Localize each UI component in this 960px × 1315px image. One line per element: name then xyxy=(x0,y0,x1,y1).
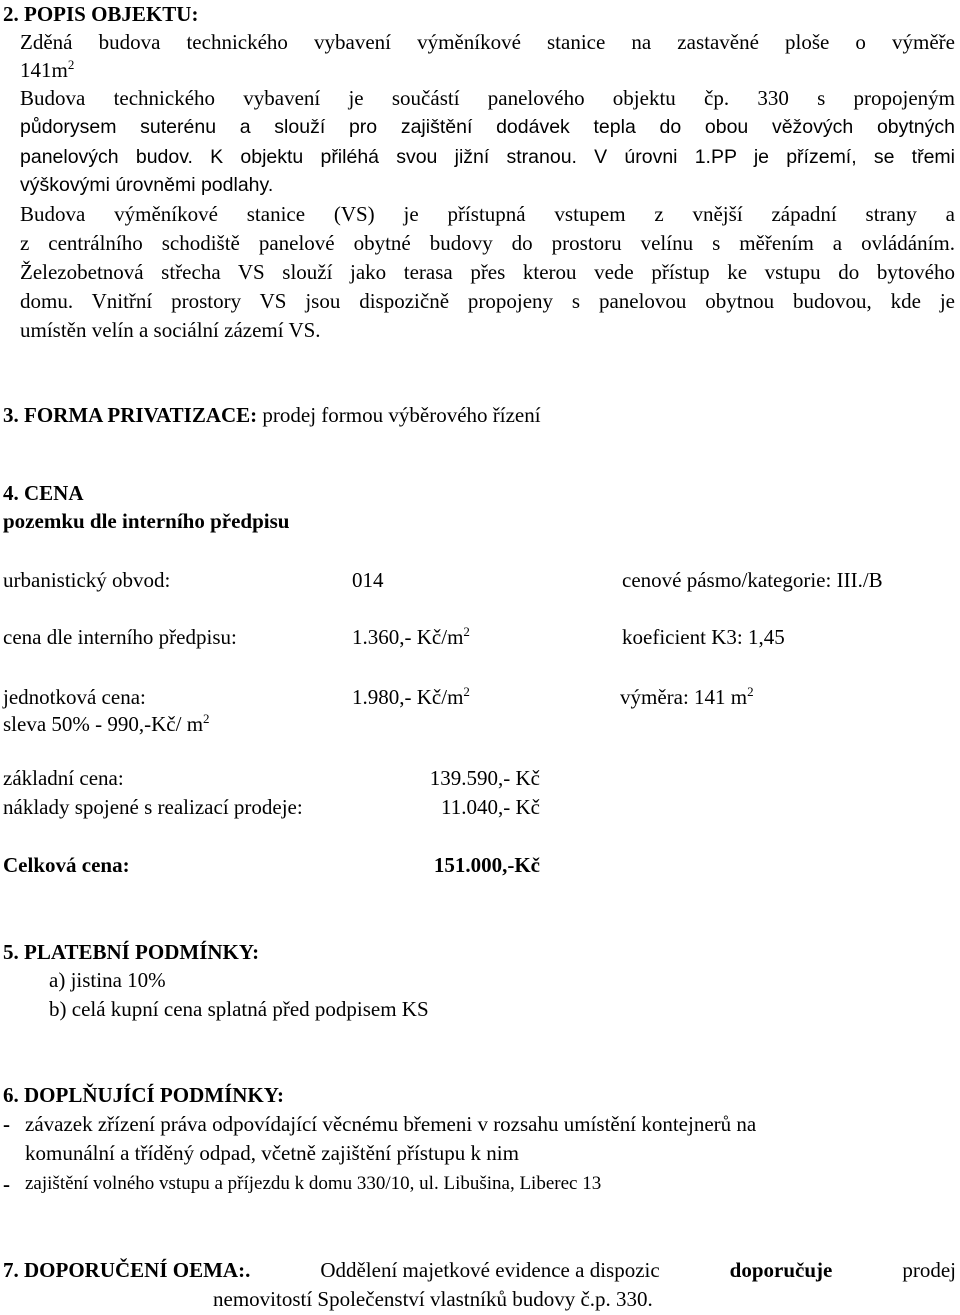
paragraph-line: výškovými úrovněmi podlahy. xyxy=(20,174,274,196)
payment-term-a: a) jistina 10% xyxy=(49,968,166,992)
cena-value: 1.360,- $Kč/m^2$ xyxy=(352,624,470,649)
paragraph-line: půdorysem suterénu a slouží pro zajištění dodávek tepla do obou věžových obytných xyxy=(20,116,955,138)
zakladni-label: základní cena: xyxy=(3,766,124,790)
obvod-label: urbanistický obvod: xyxy=(3,568,171,592)
section-2-heading: 2. POPIS OBJEKTU: xyxy=(3,2,199,26)
section-5-heading: 5. PLATEBNÍ PODMÍNKY: xyxy=(3,940,260,964)
paragraph-line: $141m^2$ xyxy=(20,57,75,82)
bullet: - xyxy=(3,1112,10,1136)
payment-term-b: b) celá kupní cena splatná před podpisem KS xyxy=(49,997,429,1021)
zakladni-value: 139.590,- Kč xyxy=(429,766,540,790)
jednotkova-label: jednotková cena: xyxy=(3,685,146,709)
celkova-value: 151.000,-Kč xyxy=(433,853,540,877)
section-3 xyxy=(3,401,541,429)
naklady-label: náklady spojené s realizací prodeje: xyxy=(3,795,303,819)
paragraph-line: Zděná budova technického vybavení výměníkové stanice na zastavěné ploše o výměře xyxy=(20,30,955,54)
section-4-heading: 4. CENA xyxy=(3,481,84,505)
koeficient: koeficient K3: 1,45 xyxy=(622,625,785,649)
cenove-pasmo: cenové pásmo/kategorie: III./B xyxy=(622,568,883,592)
paragraph-line: Budova výměníkové stanice (VS) je přístupná vstupem z vnější západní strany a xyxy=(20,202,955,226)
paragraph-line: panelových budov. K objektu přiléhá svou jižní stranou. V úrovni 1.PP je přízemí, se třemi xyxy=(20,146,955,168)
sleva: sleva 50% - 990,-Kč/ $m^2$ xyxy=(3,711,210,736)
jednotkova-value: 1.980,- $Kč/m^2$ xyxy=(352,684,470,709)
section-7-line-1: 7. DOPORUČENÍ OEMA:. Oddělení majetkové evidence a dispozic doporučuje prodej xyxy=(3,1258,956,1282)
section-3-heading: 3. FORMA PRIVATIZACE: xyxy=(3,403,258,427)
condition-2: zajištění volného vstupu a příjezdu k domu 330/10, ul. Libušina, Liberec 13 xyxy=(25,1173,602,1194)
section-3-text: prodej formou výběrového řízení xyxy=(262,403,541,427)
section-7-line-2: nemovitostí Společenství vlastníků budovy č.p. 330. xyxy=(213,1287,653,1311)
section-7-heading: 7. DOPORUČENÍ OEMA:. xyxy=(3,1258,251,1282)
paragraph-line: Železobetnová střecha VS slouží jako terasa přes kterou vede přístup ke vstupu do bytového xyxy=(20,260,955,284)
condition-1-line-1: závazek zřízení práva odpovídající věcnému břemeni v rozsahu umístění kontejnerů na xyxy=(25,1112,757,1136)
section-6-heading: 6. DOPLŇUJÍCÍ PODMÍNKY: xyxy=(3,1083,284,1107)
paragraph-line: domu. Vnitřní prostory VS jsou dispozičně propojeny s panelovou obytnou budovou, kde je xyxy=(20,289,955,313)
celkova-label: Celková cena: xyxy=(3,853,130,877)
condition-1-line-2: komunální a tříděný odpad, včetně zajištění přístupu k nim xyxy=(25,1141,519,1165)
obvod-value: 014 xyxy=(352,568,384,592)
naklady-value: 11.040,- Kč xyxy=(441,795,540,819)
vymera: výměra: 141 $m^2$ xyxy=(620,684,754,709)
paragraph-line: umístěn velín a sociální zázemí VS. xyxy=(20,318,321,342)
bullet: - xyxy=(3,1172,10,1196)
section-4-subheading: pozemku dle interního předpisu xyxy=(3,509,290,533)
cena-label: cena dle interního předpisu: xyxy=(3,625,237,649)
paragraph-line: Budova technického vybavení je součástí panelového objektu čp. 330 s propojeným xyxy=(20,86,955,110)
paragraph-line: z centrálního schodiště panelové obytné budovy do prostoru velínu s měřením a ovládáním. xyxy=(20,231,955,255)
